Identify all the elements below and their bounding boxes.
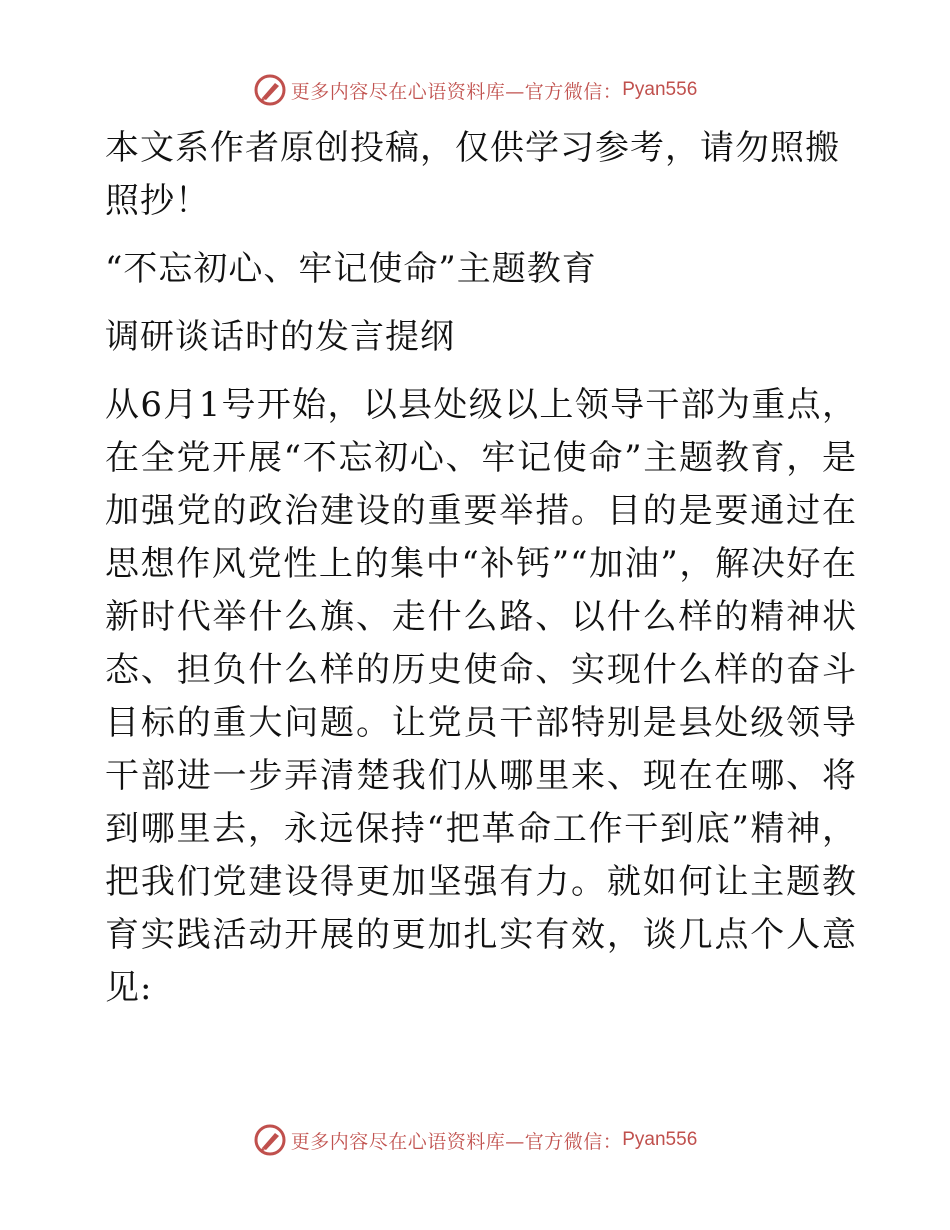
body-paragraph: 从6月1号开始，以县处级以上领导干部为重点，在全党开展“不忘初心、牢记使命”主题教育，是加强党的政治建设的重要举措。目的是要通过在思想作风党性上的集中“补钙”“加油”，解决好在新时代举什么旗、走什么路、以什么样的精神状态、担负什么样的历史使命、实现什么样的奋斗目标的重大问题。让党员干部特别是县处级领导干部进一步弄清楚我们从哪里来、现在在哪、将到哪里去，永远保持“把革命工作干到底”精神，把我们党建设得更加坚强有力。就如何让主题教育实践活动开展的更加扎实有效，谈几点个人意见: — [105, 385, 857, 1008]
header-banner — [0, 70, 950, 110]
document-title-line-1: “不忘初心、牢记使命”主题教育 — [105, 249, 597, 289]
document-title-line-2: 调研谈话时的发言提纲 — [105, 317, 455, 357]
banner-wechat-id: Pyan556 — [622, 79, 698, 100]
banner-text: 更多内容尽在心语资料库—官方微信： — [290, 80, 623, 103]
intro-notice: 本文系作者原创投稿，仅供学习参考，请勿照搬照抄！ — [105, 128, 840, 221]
footer-banner — [0, 1120, 950, 1160]
banner-wechat-id: Pyan556 — [622, 1129, 698, 1150]
banner-text: 更多内容尽在心语资料库—官方微信： — [290, 1130, 623, 1153]
document-body — [97, 122, 857, 1015]
pen-logo-icon — [253, 73, 287, 107]
pen-logo-icon — [253, 1123, 287, 1157]
